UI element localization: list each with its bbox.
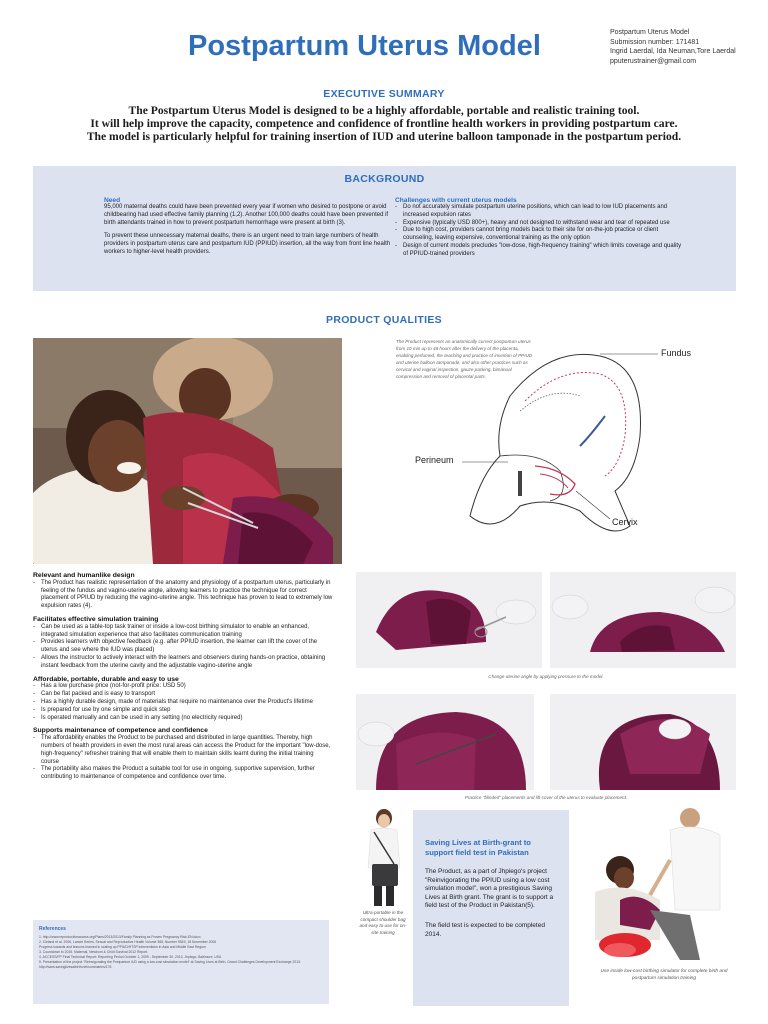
list-item: - Do not accurately simulate postpartum uterine positions, which can lead to low IUD placements and increased expulsion rates <box>395 204 685 220</box>
meta-email: pputerustrainer@gmail.com <box>610 57 697 65</box>
need-column <box>104 197 391 263</box>
quality-heading: Affordable, portable, durable and easy to use <box>33 675 179 683</box>
bag-caption: Ultra-portable in the compact shoulder bag and easy to use for on-site training <box>359 910 407 935</box>
saving-lives-heading: Saving Lives at Birth-grant to support field test in Pakistan <box>425 838 531 857</box>
background-heading: BACKGROUND <box>344 173 425 185</box>
model-photo <box>356 572 542 668</box>
exec-line: The model is particularly helpful for training insertion of IUD and uterine balloon tamponade in the postpartum period. <box>86 130 682 144</box>
reference-item: http://www.savinglivesatbirth.net/summaries/176 <box>39 965 112 969</box>
reference-item: 2. Cleland et al. 2006, Lancet Series, Sexual and Reproductive Health Volume 368, Number 9549, 18 November 2006 <box>39 940 217 944</box>
list-item: - Expensive (typically USD 800+), heavy and not designed to withstand wear and tear of repeated use <box>395 220 685 228</box>
meta-line: Submission number: 171481 <box>610 38 700 46</box>
reference-item: Progress towards and lessons learned in scaling up PPIUD/HTSP interventions in Asia and Middle East Region <box>39 945 206 949</box>
list-item: - Due to high cost, providers cannot bring models back to their site for on-the-job practice or client counseling, leaving expensive, conventional training as the only option <box>395 227 685 243</box>
exec-summary <box>40 104 728 144</box>
background-panel <box>33 166 736 291</box>
model-photo <box>550 572 736 668</box>
model-photo-illustration <box>550 694 736 790</box>
references-heading: References <box>39 926 66 932</box>
submission-info <box>610 28 760 66</box>
caption-angle: Change uterine angle by applying pressure to the model. <box>488 674 604 679</box>
references-panel <box>33 920 329 1004</box>
model-photo <box>356 694 534 790</box>
meta-line: Postpartum Uterus Model <box>610 29 690 36</box>
list-item: - The Product has realistic representation of the anatomy and physiology of a postpartum uterus, particularly in feeling of the fundus and vagino-uterine angle, allowing learners to practice the technique for correct placement of PPIUD by reducing the vagino-uterine angle. This technique has proven to lead to extremely low expulsion rates (4). <box>33 580 333 611</box>
model-photo-illustration <box>356 572 542 668</box>
bag-photo <box>356 808 410 908</box>
quality-heading: Facilitates effective simulation training <box>33 615 159 623</box>
qualities-list <box>33 572 333 782</box>
product-qualities-heading: PRODUCT QUALITIES <box>326 314 442 326</box>
simulator-caption: Use inside low-cost birthing simulator for complete birth and postpartum simulation training <box>600 969 728 981</box>
poster-title: Postpartum Uterus Model <box>188 30 541 62</box>
reference-item: 1. http://www.reproductiveaccess.org/Plans/2013/2013/Family Planning as Proven Pregnancy Risk-EN.docx <box>39 935 201 939</box>
caption-placements: Practice "blinded" placements and lift cover of the uterus to evaluate placement. <box>464 795 628 800</box>
uterus-diagram-drawing <box>400 336 736 566</box>
model-photo-illustration <box>356 694 534 790</box>
challenges-column <box>395 197 685 259</box>
diagram-description: The Product represents an anatomically correct postpartum uterus from 10 min up to 48 hours after the delivery of the placenta, enabling perfumed, the teaching and practice of insertion of PPIUD and uterine balloon tamponade, and also other practices such as cervical and vaginal inspection, gauze packing, bimanual compression and removal of placental parts. <box>396 339 533 379</box>
list-item: - Allows the instructor to actively interact with the learners and observers during hands-on practice, obtaining instant feedback from the uterine cavity and the adjustable vagino-uterine angle <box>33 655 333 671</box>
training-photo-illustration <box>33 338 342 564</box>
bag-photo-illustration <box>356 808 410 908</box>
list-item: - Can be flat packed and is easy to transport <box>33 691 333 699</box>
saving-lives-paragraph: The field test is expected to be completed 2014. <box>425 922 545 938</box>
exec-line: The Postpartum Uterus Model is designed to be a highly affordable, portable and realistic training tool. <box>128 104 640 117</box>
list-item: - Has a low purchase price (not-for-profit price: USD 50) <box>33 683 333 691</box>
list-item: - The portability also makes the Product a suitable tool for use in ongoing, supportive supervision, further contributing to maintenance of competence and confidence over time. <box>33 766 333 782</box>
training-photo <box>33 338 342 564</box>
label-perineum: Perineum <box>415 455 454 465</box>
label-fundus: Fundus <box>661 348 692 358</box>
list-item: - Can be used as a table-top task trainer or inside a low-cost birthing simulator to enable an enhanced, integrated simulation experience that also facilitates communication training <box>33 624 333 640</box>
label-cervix: Cervix <box>612 517 638 527</box>
list-item: - Is prepared for use by one simple and quick step <box>33 707 333 715</box>
reference-item: 3. Countdown to 2015. Maternal, Newborn & Child Survival 2012 Report. <box>39 950 149 954</box>
list-item: - Provides learners with objective feedback (e.g. after PPIUD insertion, the learner can lift the cover of the uterus and see where the IUD was placed) <box>33 639 333 655</box>
need-paragraph: To prevent these unnecessary maternal deaths, there is an urgent need to train large numbers of health providers in postpartum uterus care and postpartum IUD (PPIUD) insertion, all the way from front line health workers to higher-level health providers. <box>104 233 391 255</box>
list-item: - Has a highly durable design, made of materials that require no maintenance over the Product's lifetime <box>33 699 333 707</box>
uterus-diagram <box>400 336 736 566</box>
list-item: - Is operated manually and can be used in any setting (no electricity required) <box>33 715 333 723</box>
reference-item: 4. ACCESS/FP Final Technical Report: Reporting Period October 1, 2009 - September 30, 2013, Jhpiego, Baltimore, USA <box>39 955 222 959</box>
list-item: - The affordability enables the Product to be purchased and distributed in large quantities. Thereby, high numbers of health providers in even the most rural areas can access the Product for the important "low-dose, high-frequency" refresher training that will enable them to maintain skills learnt during the initial training course <box>33 735 333 766</box>
challenges-heading: Challenges with current uterus models <box>395 197 517 204</box>
model-photo-illustration <box>550 572 736 668</box>
quality-heading: Supports maintenance of competence and confidence <box>33 727 208 735</box>
need-heading: Need <box>104 197 121 204</box>
challenges-list <box>395 204 685 259</box>
need-paragraph: 95,000 maternal deaths could have been prevented every year if women who desired to postpone or avoid childbearing had used effective family planning (1,2). Another 100,000 deaths could have been prevented if birth attendants trained in how to prevent postpartum hemorrhage were present at birth (3). <box>104 204 389 226</box>
saving-lives-panel <box>413 810 569 1006</box>
model-photo <box>550 694 736 790</box>
saving-lives-paragraph: The Product, as a part of Jhpiego's project "Reinvigorating the PPIUD using a low cost simulation model", won a prestigious Saving Lives at Birth grant. The grant is to support a field test of the Product in Pakistan(5). <box>425 868 554 910</box>
exec-line: It will help improve the capacity, competence and confidence of frontline health workers in providing postpartum care. <box>90 117 678 131</box>
simulator-photo-illustration <box>580 800 736 966</box>
exec-summary-heading: EXECUTIVE SUMMARY <box>323 88 445 100</box>
quality-heading: Relevant and humanlike design <box>33 572 135 579</box>
reference-item: 5. Presentation of the project "Reinvigorating the Postpartum IUD using a low-cost simulation model" at Saving Lives at Birth, Grand Challenges Development Exchange 2013. <box>39 960 301 964</box>
simulator-photo <box>580 800 736 966</box>
list-item: - Design of current models precludes "low-dose, high-frequency training" which limits coverage and quality of PPIUD-trained providers <box>395 243 685 259</box>
meta-line: Ingrid Laerdal, Ida Neuman,Tore Laerdal <box>610 48 736 55</box>
